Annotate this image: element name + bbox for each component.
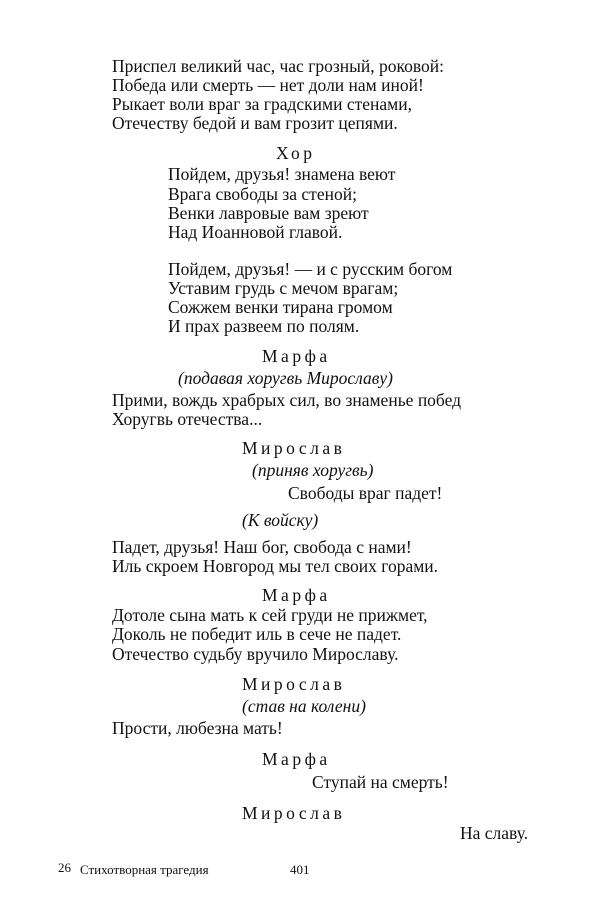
speaker-marfa-2: Марфа [262,585,331,605]
stanza1-line-4: Отечеству бедой и вам грозит цепями. [112,113,398,133]
speaker-miroslav-3: Мирослав [242,803,346,823]
footer-section-title: Стихотворная трагедия [80,862,209,877]
miroslav1-line-1: Падет, друзья! Наш бог, свобода с нами! [112,537,412,557]
stage-direction-to-army: (К войску) [242,510,319,530]
marfa2-line-2: Доколь не победит иль в сече не падет. [112,624,402,644]
chorus-verse1-line-4: Над Иоанновой главой. [168,222,343,242]
marfa1-line-2: Хоругвь отечества... [112,409,263,429]
footer-code: 401 [290,862,310,877]
stage-direction-miroslav-2: (став на колени) [242,696,366,716]
speaker-miroslav-2: Мирослав [242,674,346,694]
chorus-verse2-line-2: Уставим грудь с мечом врагам; [168,278,399,298]
stanza1-line-3: Рыкает воли враг за градскими стенами, [112,94,412,114]
marfa1-line-1: Прими, вождь храбрых сил, во знаменье побед [112,390,462,410]
speaker-chorus: Хор [276,143,316,163]
chorus-verse1-line-3: Венки лавровые вам зреют [168,203,369,223]
speaker-miroslav-1: Мирослав [242,438,346,458]
footer-page-number: 26 [58,860,71,875]
chorus-verse1-line-1: Пойдем, друзья! знамена веют [168,164,396,184]
speaker-marfa-1: Марфа [262,346,331,366]
chorus-verse2-line-3: Сожжем венки тирана громом [168,297,393,317]
stage-direction-miroslav-1: (приняв хоругвь) [252,460,374,480]
stanza1-line-2: Победа или смерть — нет доли нам иной! [112,75,424,95]
stage-direction-marfa-1: (подавая хоругвь Мирославу) [178,368,393,388]
marfa2-line-1: Дотоле сына мать к сей груди не прижмет, [112,605,428,625]
chorus-verse1-line-2: Врага свободы за стеной; [168,184,357,204]
miroslav1-line: Свободы враг падет! [288,483,443,503]
marfa2-line-3: Отечество судьбу вручило Мирославу. [112,644,399,664]
chorus-verse2-line-4: И прах развеем по полям. [168,316,360,336]
miroslav3-line: На славу. [460,823,529,843]
chorus-verse2-line-1: Пойдем, друзья! — и с русским богом [168,259,453,279]
speaker-marfa-3: Марфа [262,749,331,769]
stanza1-line-1: Приспел великий час, час грозный, роковой: [112,56,445,76]
miroslav2-line: Прости, любезна мать! [112,718,283,738]
miroslav1-line-2: Иль скроем Новгород мы тел своих горами. [112,556,439,576]
marfa3-line: Ступай на смерть! [312,772,449,792]
